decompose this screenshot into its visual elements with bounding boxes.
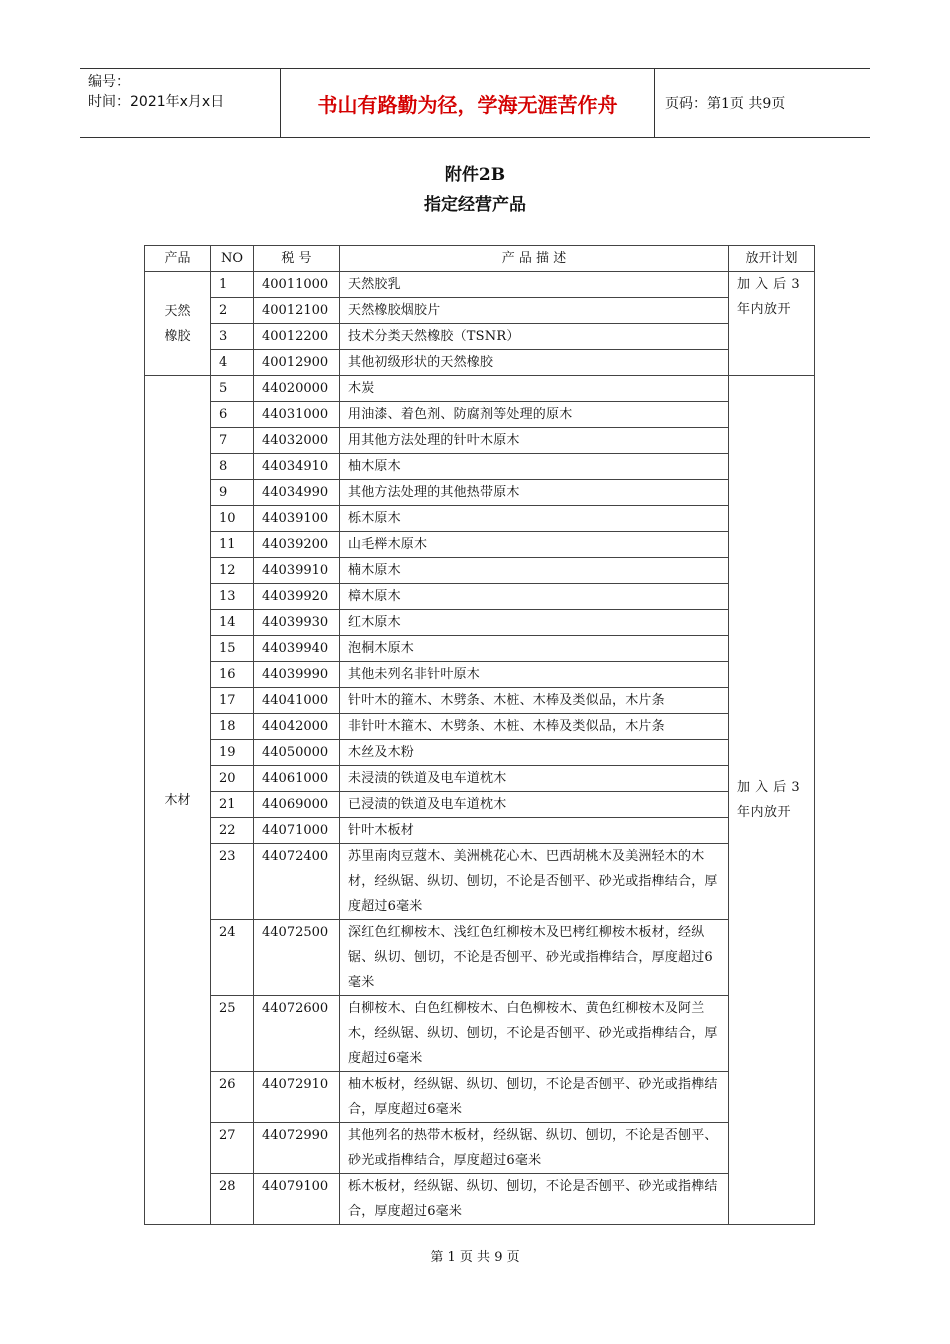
desc-cell: 山毛榉木原木 — [340, 532, 729, 558]
code-cell: 44050000 — [254, 740, 340, 766]
code-cell: 44071000 — [254, 818, 340, 844]
desc-cell: 深红色红柳桉木、浅红色红柳桉木及巴栲红柳桉木板材，经纵锯、纵切、刨切，不论是否刨平、砂光或指榫结合，厚度超过6毫米 — [340, 920, 729, 996]
header-meta — [80, 69, 281, 137]
code-cell: 44032000 — [254, 428, 340, 454]
table-row — [145, 714, 815, 740]
doc-title: 附件2B — [444, 165, 506, 185]
no-cell: 20 — [211, 766, 254, 792]
code-cell: 44072500 — [254, 920, 340, 996]
table-row — [145, 298, 815, 324]
table-row — [145, 402, 815, 428]
code-cell: 44042000 — [254, 714, 340, 740]
desc-cell: 苏里南肉豆蔻木、美洲桃花心木、巴西胡桃木及美洲轻木的木材，经纵锯、纵切、刨切，不论是否刨平、砂光或指榫结合，厚度超过6毫米 — [340, 844, 729, 920]
desc-cell: 针叶木板材 — [340, 818, 729, 844]
no-cell: 28 — [211, 1174, 254, 1225]
page-header — [80, 68, 870, 138]
no-cell: 9 — [211, 480, 254, 506]
code-cell: 44039990 — [254, 662, 340, 688]
code-cell: 44061000 — [254, 766, 340, 792]
table-body — [145, 272, 815, 1225]
table-row — [145, 532, 815, 558]
desc-cell: 泡桐木原木 — [340, 636, 729, 662]
no-cell: 18 — [211, 714, 254, 740]
desc-cell: 木丝及木粉 — [340, 740, 729, 766]
desc-cell: 木炭 — [340, 376, 729, 402]
table-row — [145, 662, 815, 688]
code-cell: 44072400 — [254, 844, 340, 920]
no-cell: 2 — [211, 298, 254, 324]
code-cell: 40012100 — [254, 298, 340, 324]
category-cell: 木材 — [145, 376, 211, 1225]
desc-cell: 其他初级形状的天然橡胶 — [340, 350, 729, 376]
desc-cell: 其他未列名非针叶原木 — [340, 662, 729, 688]
code-cell: 44039910 — [254, 558, 340, 584]
header-page-info: 页码：第1页 共9页 — [665, 96, 786, 112]
code-cell: 44034910 — [254, 454, 340, 480]
no-cell: 17 — [211, 688, 254, 714]
table-row — [145, 480, 815, 506]
desc-cell: 天然橡胶烟胶片 — [340, 298, 729, 324]
desc-cell: 其他列名的热带木板材，经纵锯、纵切、刨切，不论是否刨平、砂光或指榫结合，厚度超过6毫米 — [340, 1123, 729, 1174]
table-row — [145, 1123, 815, 1174]
header-slogan: 书山有路勤为径，学海无涯苦作舟 — [281, 69, 655, 137]
no-cell: 6 — [211, 402, 254, 428]
desc-cell: 栎木原木 — [340, 506, 729, 532]
table-header-row — [145, 246, 815, 272]
no-cell: 22 — [211, 818, 254, 844]
page-footer: 第 1 页 共 9 页 — [430, 1250, 520, 1265]
table-row — [145, 844, 815, 920]
no-cell: 15 — [211, 636, 254, 662]
no-cell: 14 — [211, 610, 254, 636]
code-cell: 44039940 — [254, 636, 340, 662]
code-cell: 44039200 — [254, 532, 340, 558]
no-cell: 21 — [211, 792, 254, 818]
table-row — [145, 506, 815, 532]
desc-cell: 用油漆、着色剂、防腐剂等处理的原木 — [340, 402, 729, 428]
table-row — [145, 350, 815, 376]
code-cell: 44072990 — [254, 1123, 340, 1174]
table-row — [145, 428, 815, 454]
no-cell: 26 — [211, 1072, 254, 1123]
desc-cell: 白柳桉木、白色红柳桉木、白色柳桉木、黄色红柳桉木及阿兰木，经纵锯、纵切、刨切，不论是否刨平、砂光或指榫结合，厚度超过6毫米 — [340, 996, 729, 1072]
code-cell: 40012900 — [254, 350, 340, 376]
table-row — [145, 610, 815, 636]
no-cell: 13 — [211, 584, 254, 610]
header-code: 税 号 — [254, 246, 340, 272]
desc-cell: 柚木原木 — [340, 454, 729, 480]
table-row — [145, 740, 815, 766]
no-cell: 5 — [211, 376, 254, 402]
code-cell: 44072600 — [254, 996, 340, 1072]
code-cell: 44034990 — [254, 480, 340, 506]
code-cell: 44069000 — [254, 792, 340, 818]
header-plan: 放开计划 — [729, 246, 815, 272]
table-row — [145, 324, 815, 350]
no-cell: 25 — [211, 996, 254, 1072]
desc-cell: 天然胶乳 — [340, 272, 729, 298]
header-desc: 产 品 描 述 — [340, 246, 729, 272]
desc-cell: 柚木板材，经纵锯、纵切、刨切，不论是否刨平、砂光或指榫结合，厚度超过6毫米 — [340, 1072, 729, 1123]
table-row — [145, 558, 815, 584]
code-cell: 44039930 — [254, 610, 340, 636]
no-cell: 16 — [211, 662, 254, 688]
code-cell: 40011000 — [254, 272, 340, 298]
desc-cell: 技术分类天然橡胶（TSNR） — [340, 324, 729, 350]
table-row — [145, 996, 815, 1072]
code-cell: 40012200 — [254, 324, 340, 350]
no-cell: 12 — [211, 558, 254, 584]
product-table — [144, 245, 815, 1225]
code-cell: 44079100 — [254, 1174, 340, 1225]
desc-cell: 其他方法处理的其他热带原木 — [340, 480, 729, 506]
no-cell: 4 — [211, 350, 254, 376]
desc-cell: 樟木原木 — [340, 584, 729, 610]
table-row — [145, 454, 815, 480]
table-row — [145, 792, 815, 818]
header-no: NO — [211, 246, 254, 272]
table-row — [145, 584, 815, 610]
no-cell: 27 — [211, 1123, 254, 1174]
desc-cell: 针叶木的箍木、木劈条、木桩、木棒及类似品，木片条 — [340, 688, 729, 714]
table-row — [145, 766, 815, 792]
table-row — [145, 272, 815, 298]
desc-cell: 用其他方法处理的针叶木原木 — [340, 428, 729, 454]
plan-cell: 加 入 后 3 年内放开 — [729, 376, 815, 1225]
code-cell: 44041000 — [254, 688, 340, 714]
desc-cell: 未浸渍的铁道及电车道枕木 — [340, 766, 729, 792]
desc-cell: 已浸渍的铁道及电车道枕木 — [340, 792, 729, 818]
code-cell: 44039100 — [254, 506, 340, 532]
code-cell: 44072910 — [254, 1072, 340, 1123]
table-row — [145, 1174, 815, 1225]
desc-cell: 红木原木 — [340, 610, 729, 636]
table-row — [145, 636, 815, 662]
desc-cell: 栎木板材，经纵锯、纵切、刨切，不论是否刨平、砂光或指榫结合，厚度超过6毫米 — [340, 1174, 729, 1225]
code-cell: 44020000 — [254, 376, 340, 402]
no-cell: 19 — [211, 740, 254, 766]
desc-cell: 楠木原木 — [340, 558, 729, 584]
no-cell: 3 — [211, 324, 254, 350]
header-product: 产品 — [145, 246, 211, 272]
table-row — [145, 1072, 815, 1123]
table-row — [145, 688, 815, 714]
category-cell: 天然橡胶 — [145, 272, 211, 376]
no-cell: 1 — [211, 272, 254, 298]
doc-subtitle: 指定经营产品 — [424, 195, 526, 215]
number-label: 编号： — [88, 74, 130, 90]
table-row — [145, 376, 815, 402]
no-cell: 7 — [211, 428, 254, 454]
table-row — [145, 920, 815, 996]
table-row — [145, 818, 815, 844]
no-cell: 8 — [211, 454, 254, 480]
desc-cell: 非针叶木箍木、木劈条、木桩、木棒及类似品，木片条 — [340, 714, 729, 740]
no-cell: 24 — [211, 920, 254, 996]
code-cell: 44031000 — [254, 402, 340, 428]
time-label: 时间：2021年x月x日 — [88, 94, 225, 110]
code-cell: 44039920 — [254, 584, 340, 610]
plan-cell: 加 入 后 3 年内放开 — [729, 272, 815, 376]
no-cell: 10 — [211, 506, 254, 532]
no-cell: 23 — [211, 844, 254, 920]
no-cell: 11 — [211, 532, 254, 558]
